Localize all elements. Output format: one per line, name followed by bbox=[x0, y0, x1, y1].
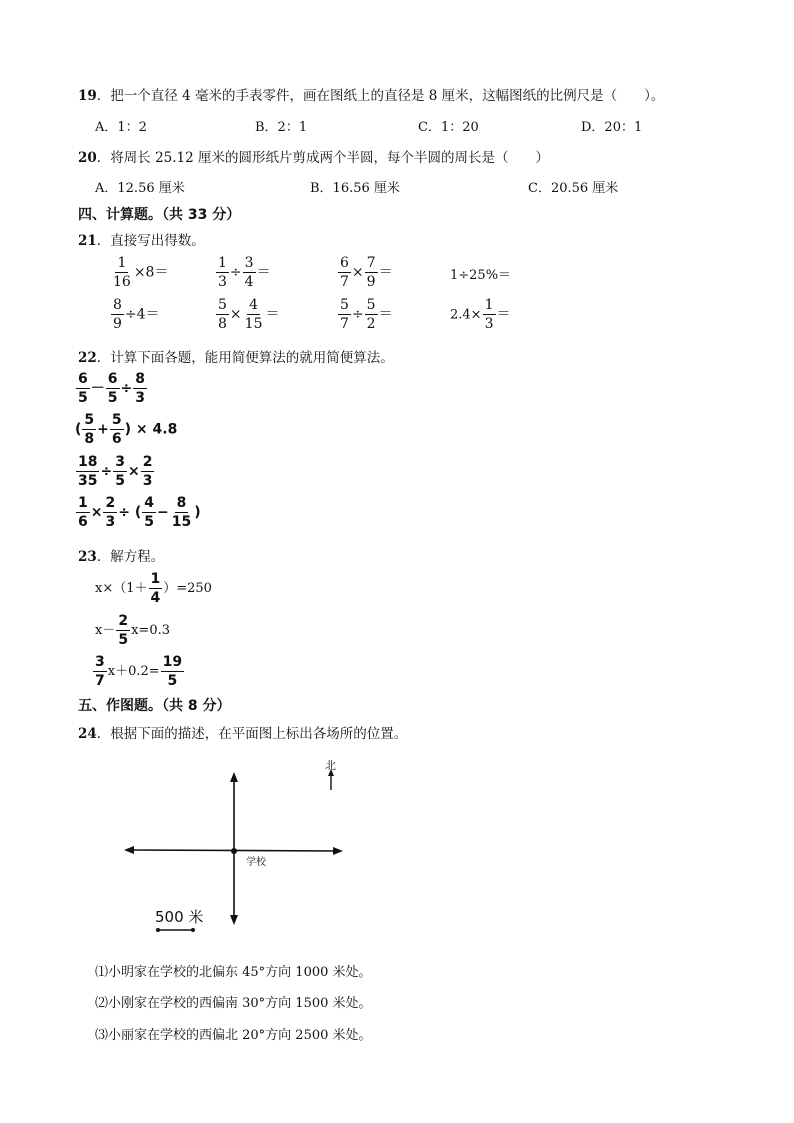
question-text: ．将周长 25.12 厘米的圆形纸片剪成两个半圆，每个半圆的周长是（ ） bbox=[96, 150, 550, 166]
north-label: 北 bbox=[325, 759, 336, 772]
question-number: 24 bbox=[78, 726, 97, 742]
expression-21-1: $\frac{1}{16}$ ×8＝ bbox=[113, 255, 169, 290]
fraction: $\frac{19}{5}$ bbox=[162, 654, 183, 689]
fraction: $\frac{4}{15}$ bbox=[244, 297, 263, 332]
question-text: ．直接写出得数。 bbox=[96, 233, 205, 249]
expression-21-3: $\frac{6}{7}$ × $\frac{7}{9}$ ＝ bbox=[340, 255, 393, 290]
option-a[interactable]: A．12.56 厘米 bbox=[95, 181, 185, 196]
fraction: $\frac{18}{35}$ bbox=[78, 454, 98, 489]
fraction: $\frac{5}{8}$ bbox=[84, 412, 95, 447]
fraction: $\frac{7}{9}$ bbox=[366, 255, 376, 290]
section-title: 五、作图题。（共 8 分） bbox=[78, 698, 231, 714]
option-b[interactable]: B．16.56 厘米 bbox=[310, 181, 400, 196]
fraction: $\frac{2}{5}$ bbox=[118, 613, 129, 648]
expression-21-8: 2.4× $\frac{1}{3}$ ＝ bbox=[450, 297, 511, 332]
question-number: 19 bbox=[78, 88, 97, 104]
fraction: $\frac{3}{7}$ bbox=[95, 654, 105, 689]
fraction: $\frac{5}{6}$ bbox=[111, 412, 122, 447]
equation-1: x×（1＋ $\frac{1}{4}$ ）=250 bbox=[95, 571, 212, 606]
axis-arrow-up bbox=[230, 772, 238, 782]
fraction: $\frac{1}{3}$ bbox=[218, 255, 227, 290]
section-title: 四、计算题。（共 33 分） bbox=[78, 207, 241, 223]
fraction: $\frac{1}{3}$ bbox=[484, 297, 494, 332]
question-number: 20 bbox=[78, 150, 97, 166]
question-number: 23 bbox=[78, 549, 97, 565]
fraction: $\frac{1}{16}$ bbox=[113, 255, 131, 290]
option-c[interactable]: C．1：20 bbox=[418, 120, 479, 135]
fraction: $\frac{2}{3}$ bbox=[105, 495, 116, 530]
fraction: $\frac{5}{2}$ bbox=[366, 297, 376, 332]
expression-22-3: $\frac{18}{35}$ ÷ $\frac{3}{5}$ × $\frac{2}{3}$ bbox=[78, 454, 153, 489]
fraction: $\frac{2}{3}$ bbox=[142, 454, 153, 489]
school-point bbox=[231, 848, 237, 854]
question-number: 22 bbox=[78, 350, 97, 366]
expression-21-5: $\frac{8}{9}$ ÷4＝ bbox=[113, 297, 160, 332]
option-a[interactable]: A．1：2 bbox=[95, 120, 147, 135]
sub-question-3: ⑶小丽家在学校的西偏北 20°方向 2500 米处。 bbox=[95, 1028, 372, 1043]
fraction: $\frac{6}{5}$ bbox=[78, 371, 88, 406]
fraction: $\frac{6}{7}$ bbox=[340, 255, 349, 290]
expression-21-2: $\frac{1}{3}$ ÷ $\frac{3}{4}$ ＝ bbox=[218, 255, 271, 290]
option-b[interactable]: B．2：1 bbox=[255, 120, 308, 135]
expression-21-6: $\frac{5}{8}$ × $\frac{4}{15}$ ＝ bbox=[218, 297, 280, 332]
fraction: $\frac{5}{8}$ bbox=[218, 297, 227, 332]
fraction: $\frac{8}{15}$ bbox=[171, 495, 192, 530]
question-text: ．把一个直径 4 毫米的手表零件，画在图纸上的直径是 8 厘米，这幅图纸的比例尺是（ ）。 bbox=[96, 88, 665, 104]
option-d[interactable]: D．20：1 bbox=[581, 120, 643, 135]
equation-3: $\frac{3}{7}$ x＋0.2= $\frac{19}{5}$ bbox=[95, 654, 183, 689]
expression-21-7: $\frac{5}{7}$ ÷ $\frac{5}{2}$ ＝ bbox=[340, 297, 393, 332]
fraction: $\frac{1}{4}$ bbox=[150, 571, 161, 606]
question-text: ．根据下面的描述，在平面图上标出各场所的位置。 bbox=[96, 726, 408, 742]
scale-label: 500 米 bbox=[155, 908, 204, 926]
school-label: 学校 bbox=[246, 857, 266, 868]
fraction: $\frac{8}{9}$ bbox=[113, 297, 122, 332]
fraction: $\frac{8}{3}$ bbox=[135, 371, 145, 406]
axis-arrow-down bbox=[230, 915, 238, 925]
fraction: $\frac{3}{4}$ bbox=[244, 255, 254, 290]
sub-question-2: ⑵小刚家在学校的西偏南 30°方向 1500 米处。 bbox=[95, 996, 372, 1011]
question-text: ．解方程。 bbox=[96, 549, 165, 565]
axis-arrow-right bbox=[333, 847, 343, 855]
fraction: $\frac{6}{5}$ bbox=[107, 371, 118, 406]
option-c[interactable]: C．20.56 厘米 bbox=[528, 181, 619, 196]
expression-21-4: 1÷25%＝ bbox=[450, 268, 512, 283]
sub-question-1: ⑴小明家在学校的北偏东 45°方向 1000 米处。 bbox=[95, 965, 372, 980]
question-text: ．计算下面各题，能用简便算法的就用简便算法。 bbox=[96, 350, 394, 366]
fraction: $\frac{5}{7}$ bbox=[340, 297, 349, 332]
fraction: $\frac{1}{6}$ bbox=[78, 495, 88, 530]
equation-2: x－ $\frac{2}{5}$ x=0.3 bbox=[95, 613, 170, 648]
question-number: 21 bbox=[78, 233, 97, 249]
expression-22-4: $\frac{1}{6}$ × $\frac{2}{3}$ ÷ ( $\frac{4}{5}$ − $\frac{8}{15}$ ) bbox=[78, 495, 201, 530]
fraction: $\frac{4}{5}$ bbox=[144, 495, 154, 530]
expression-22-1: $\frac{6}{5}$ － $\frac{6}{5}$ ÷ $\frac{8}{3}$ bbox=[78, 371, 145, 406]
fraction: $\frac{3}{5}$ bbox=[115, 454, 125, 489]
expression-22-2: ( $\frac{5}{8}$ + $\frac{5}{6}$ ) × 4.8 bbox=[75, 412, 178, 447]
axis-arrow-left bbox=[124, 846, 134, 854]
